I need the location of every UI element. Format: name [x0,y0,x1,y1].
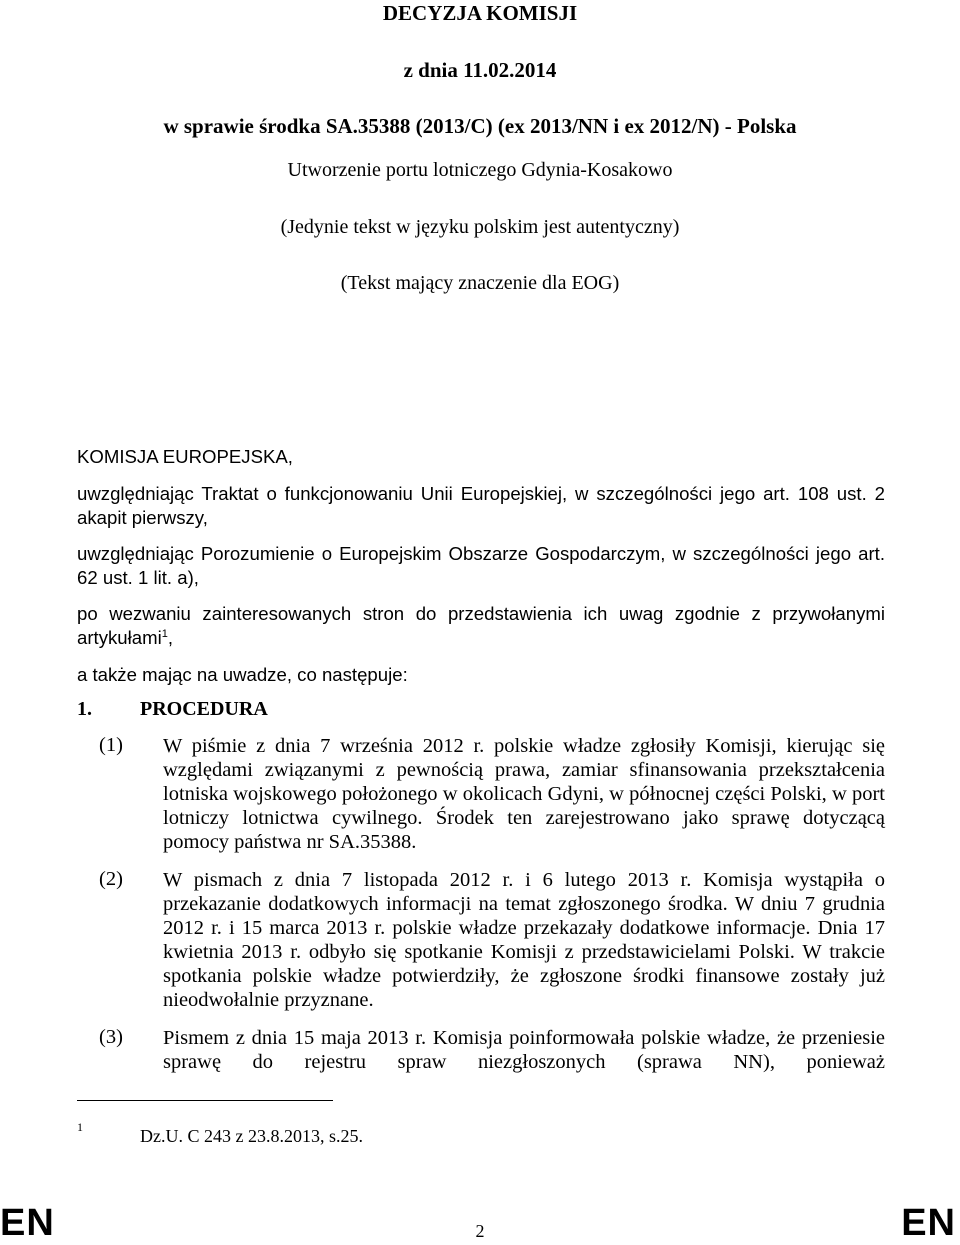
language-code-left: EN [0,1202,55,1244]
decision-subject: w sprawie środka SA.35388 (2013/C) (ex 2013/NN i ex 2012/N) - Polska [163,114,797,138]
recital-text: Pismem z dnia 15 maja 2013 r. Komisja poinformowała polskie władze, że przeniesie sprawę do rejestru spraw niezgłoszonych (sprawa NN), ponieważ [163,1027,885,1073]
section-number: 1. [77,698,92,720]
page-number: 2 [475,1221,485,1241]
footnote-separator [77,1100,333,1101]
language-code-right: EN [901,1202,956,1244]
decision-date: z dnia 11.02.2014 [403,58,557,82]
recital-text: W pismach z dnia 7 listopada 2012 r. i 6 lutego 2013 r. Komisja wystąpiła o przekazanie dodatkowych informacji na temat zgłoszonego środka. W dniu 7 grudnia 2012 r. i 15 marca 2013 r. polskie władze przekazały dodatkowe informacje. Dnia 17 kwietnia 2013 r. odbyło się spotkanie Komisji z przedstawicielami Polski. W trakcie spotkania polskie władze potwierdziły, że zgłoszone środki finansowe zostały już nieodwołalnie przyznane. [163,869,885,1011]
recital-number: (2) [99,868,123,890]
preamble-paragraph-text: po wezwaniu zainteresowanych stron do przedstawienia ich uwag zgodnie z przywołanymi artykułami [77,603,885,648]
document-title: DECYZJA KOMISJI [382,1,578,25]
footnote-number: 1 [77,1120,83,1134]
preamble-paragraph-whereas: a także mając na uwadze, co następuje: [77,664,408,685]
decision-subtitle: Utworzenie portu lotniczego Gdynia-Kosakowo [287,159,673,181]
institution-heading: KOMISJA EUROPEJSKA, [77,446,293,467]
section-title: PROCEDURA [140,698,268,720]
recital-number: (3) [99,1026,123,1048]
preamble-paragraph-interested-parties [77,602,885,650]
eea-relevance-note: (Tekst mający znaczenie dla EOG) [340,272,620,294]
preamble-paragraph-eea-agreement: uwzględniając Porozumienie o Europejskim Obszarze Gospodarczym, w szczególności jego art. 62 ust. 1 lit. a), [77,543,885,588]
preamble-paragraph-treaty: uwzględniając Traktat o funkcjonowaniu Unii Europejskiej, w szczególności jego art. 108 ust. 2 akapit pierwszy, [77,483,885,528]
preamble-paragraph-tail: , [167,627,174,648]
footnote-reference[interactable]: 1 [161,628,168,640]
footnote-text: Dz.U. C 243 z 23.8.2013, s.25. [140,1126,363,1146]
recital-text: W piśmie z dnia 7 września 2012 r. polskie władze zgłosiły Komisji, kierując się względami związanymi z pewnością prawa, zamiar sfinansowania przekształcenia lotniska wojskowego położonego w okolicach Gdyni, w północnej części Polski, w port lotniczy lotnictwa cywilnego. Środek ten zarejestrowano jako sprawę dotyczącą pomocy państwa nr SA.35388. [163,735,885,853]
authentic-language-note: (Jedynie tekst w języku polskim jest autentyczny) [280,216,680,238]
recital-number: (1) [99,734,123,756]
